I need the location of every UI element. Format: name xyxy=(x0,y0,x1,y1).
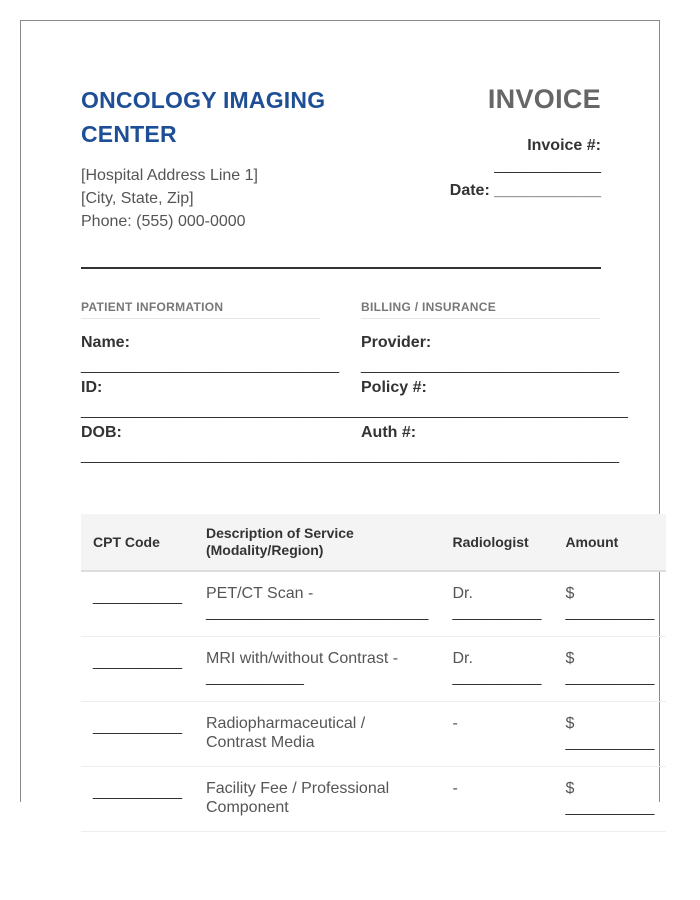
description-blank[interactable]: _________________________ xyxy=(205,604,429,621)
description-cell xyxy=(194,637,440,702)
invoice-number-blank[interactable]: ____________ xyxy=(494,157,601,174)
amount-blank[interactable]: __________ xyxy=(565,669,655,686)
radiologist-text: - xyxy=(452,780,458,797)
description-cell xyxy=(194,767,440,832)
amount-blank[interactable]: __________ xyxy=(565,799,655,816)
billing-section-title: BILLING / INSURANCE xyxy=(361,300,600,319)
cpt-code-cell[interactable] xyxy=(81,637,194,702)
amount-currency: $ xyxy=(565,585,575,602)
amount-currency: $ xyxy=(565,650,575,667)
amount-currency: $ xyxy=(565,780,575,797)
amount-cell xyxy=(553,767,666,832)
services-table xyxy=(81,514,666,832)
provider-blank[interactable]: _____________________________ xyxy=(361,357,620,374)
invoice-page xyxy=(20,20,660,816)
radiologist-cell xyxy=(440,702,553,767)
provider-field[interactable] xyxy=(361,334,619,375)
cpt-code-cell[interactable] xyxy=(81,767,194,832)
patient-dob-blank[interactable]: ________________________________ xyxy=(81,447,366,464)
address-line-2: [City, State, Zip] xyxy=(81,190,194,207)
patient-name-field[interactable] xyxy=(81,334,339,375)
cpt-code-blank[interactable]: __________ xyxy=(93,653,182,670)
radiologist-cell xyxy=(440,637,553,702)
patient-id-blank[interactable]: _________________________________ xyxy=(81,402,375,419)
clinic-phone: Phone: (555) 000-0000 xyxy=(81,213,246,230)
cpt-code-cell[interactable] xyxy=(81,571,194,637)
invoice-date-field[interactable]: Date: ____________ xyxy=(449,182,601,199)
description-text: MRI with/without Contrast - xyxy=(205,650,399,667)
clinic-name: ONCOLOGY IMAGING CENTER xyxy=(81,87,326,147)
patient-dob-field[interactable] xyxy=(81,424,366,465)
header-description: Description of Service (Modality/Region) xyxy=(194,514,440,571)
cpt-code-blank[interactable]: __________ xyxy=(93,588,182,605)
auth-field[interactable] xyxy=(361,424,619,465)
cpt-code-cell[interactable] xyxy=(81,702,194,767)
auth-label: Auth #: xyxy=(361,424,417,441)
table-row xyxy=(81,767,666,832)
clinic-address xyxy=(81,164,258,233)
patient-name-blank[interactable]: _____________________________ xyxy=(81,357,340,374)
amount-cell xyxy=(553,637,666,702)
table-row xyxy=(81,571,666,637)
policy-label: Policy #: xyxy=(361,379,427,396)
radiologist-cell xyxy=(440,571,553,637)
policy-blank[interactable]: ______________________________ xyxy=(361,402,628,419)
invoice-title: INVOICE xyxy=(487,84,601,114)
radiologist-text: - xyxy=(452,715,458,732)
description-cell xyxy=(194,571,440,637)
amount-blank[interactable]: __________ xyxy=(565,604,655,621)
description-text: Facility Fee / Professional Component xyxy=(205,780,390,816)
radiologist-text: Dr. xyxy=(452,650,473,667)
description-text: Radiopharmaceutical / Contrast Media xyxy=(205,715,366,751)
radiologist-blank[interactable]: __________ xyxy=(452,604,542,621)
patient-id-field[interactable] xyxy=(81,379,375,420)
cpt-code-blank[interactable]: __________ xyxy=(93,783,182,800)
header-radiologist: Radiologist xyxy=(440,514,553,571)
patient-id-label: ID: xyxy=(81,379,103,396)
patient-name-label: Name: xyxy=(81,334,130,351)
header-cpt-code: CPT Code xyxy=(81,514,194,571)
amount-currency: $ xyxy=(565,715,575,732)
table-header-row xyxy=(81,514,666,571)
description-blank[interactable]: ___________ xyxy=(205,669,304,686)
patient-dob-label: DOB: xyxy=(81,424,122,441)
radiologist-blank[interactable]: __________ xyxy=(452,669,542,686)
amount-cell xyxy=(553,702,666,767)
address-line-1: [Hospital Address Line 1] xyxy=(81,167,258,184)
description-cell xyxy=(194,702,440,767)
provider-label: Provider: xyxy=(361,334,432,351)
cpt-code-blank[interactable]: __________ xyxy=(93,718,182,735)
amount-blank[interactable]: __________ xyxy=(565,734,655,751)
radiologist-text: Dr. xyxy=(452,585,473,602)
policy-field[interactable] xyxy=(361,379,628,420)
radiologist-cell xyxy=(440,767,553,832)
auth-blank[interactable]: _____________________________ xyxy=(361,447,620,464)
table-row xyxy=(81,702,666,767)
header-amount: Amount xyxy=(553,514,666,571)
description-text: PET/CT Scan - xyxy=(205,585,314,602)
invoice-number-label: Invoice #: xyxy=(527,137,601,154)
header-divider xyxy=(81,267,601,269)
amount-cell xyxy=(553,571,666,637)
table-row xyxy=(81,637,666,702)
patient-section-title: PATIENT INFORMATION xyxy=(81,300,320,319)
